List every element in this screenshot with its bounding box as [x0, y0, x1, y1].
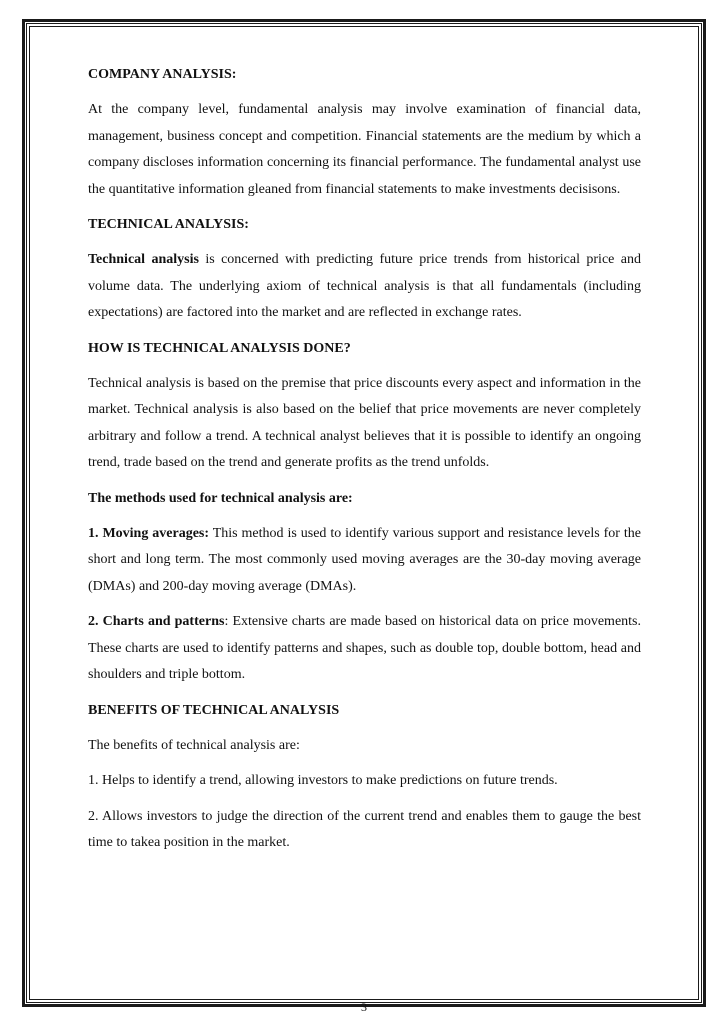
method-charts-patterns	[88, 609, 641, 689]
benefits-heading: BENEFITS OF TECHNICAL ANALYSIS	[88, 702, 340, 718]
document-body	[88, 62, 641, 866]
page-number: 3	[361, 1000, 367, 1014]
method-charts-patterns-text: : Extensive charts are made based on historical data on price movements. These charts are used to identify patterns and shapes, such as double top, double bottom, head and shoulders and triple bottom.	[88, 614, 641, 682]
benefits-intro: The benefits of technical analysis are:	[88, 737, 300, 753]
method-moving-averages-text: This method is used to identify various support and resistance levels for the short and long term. The most commonly used moving averages are the 30-day moving average (DMAs) and 200-day moving average (DMAs).	[88, 525, 641, 594]
technical-analysis-paragraph	[88, 247, 641, 327]
method-charts-patterns-term: 2. Charts and patterns	[88, 614, 225, 629]
technical-analysis-text: is concerned with predicting future price trends from historical price and volume data. The underlying axiom of technical analysis is that all fundamentals (including expectations) are factored into the market and are reflected in exchange rates.	[88, 252, 641, 320]
company-analysis-paragraph: At the company level, fundamental analysis may involve examination of financial data, management, business concept and competition. Financial statements are the medium by which a company discloses information concerning its financial performance. The fundamental analyst use the quantitative information gleaned from financial statements to make investments decisisons.	[88, 102, 641, 197]
company-analysis-heading: COMPANY ANALYSIS:	[88, 67, 237, 82]
benefit-item-1: 1. Helps to identify a trend, allowing investors to make predictions on future trends.	[88, 773, 558, 788]
methods-heading: The methods used for technical analysis are:	[88, 490, 353, 506]
method-moving-averages	[88, 521, 641, 601]
benefit-item-2: 2. Allows investors to judge the direction of the current trend and enables them to gauge the best time to takea position in the market.	[88, 808, 641, 850]
how-paragraph: Technical analysis is based on the premise that price discounts every aspect and information in the market. Technical analysis is also based on the belief that price movements are never completely arbitrary and follow a trend. A technical analyst believes that it is possible to identify an ongoing trend, trade based on the trend and generate profits as the trend unfolds.	[88, 375, 641, 470]
technical-analysis-heading: TECHNICAL ANALYSIS:	[88, 217, 249, 232]
technical-analysis-term: Technical analysis	[88, 252, 199, 267]
how-heading: HOW IS TECHNICAL ANALYSIS DONE?	[88, 340, 351, 356]
method-moving-averages-term: 1. Moving averages:	[88, 525, 210, 541]
